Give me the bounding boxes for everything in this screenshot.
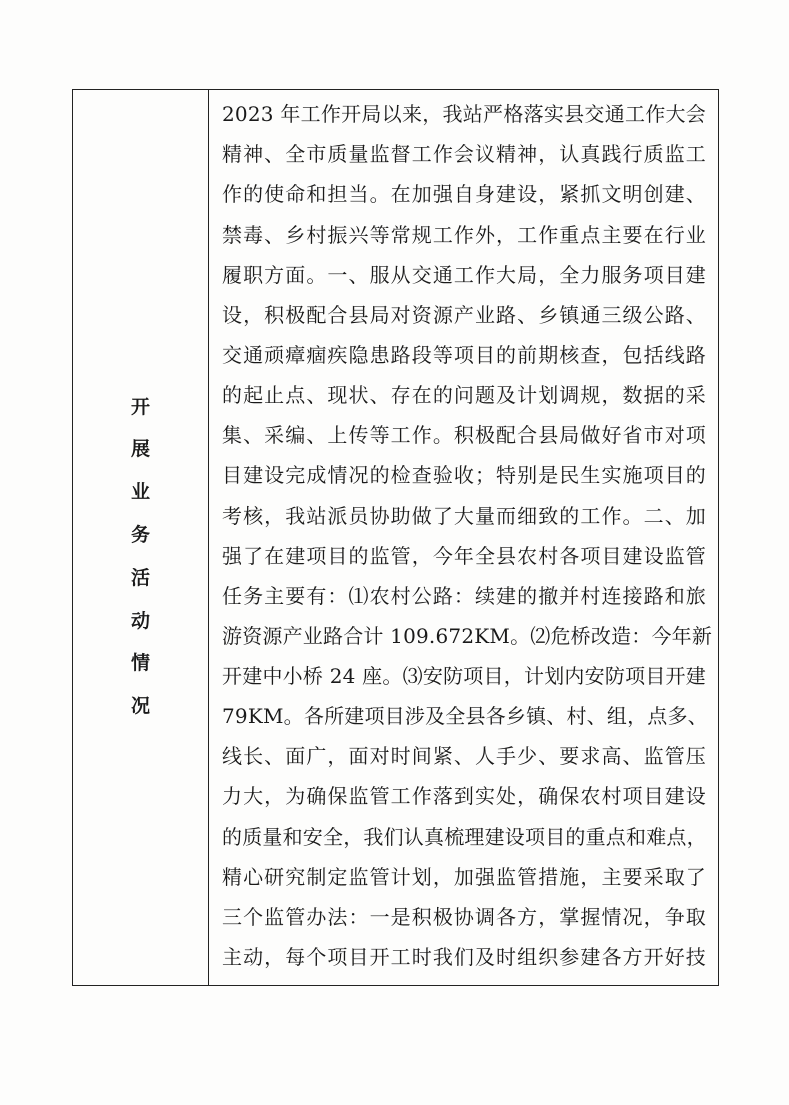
section-label-char: 务	[130, 524, 150, 546]
section-label-char: 动	[130, 610, 150, 632]
content-line: 集、采编、上传等工作。积极配合县局做好省市对项	[222, 423, 706, 447]
content-line: 的起止点、现状、存在的问题及计划调规，数据的采	[222, 383, 706, 407]
section-label-char: 活	[130, 567, 150, 589]
column-divider	[208, 90, 209, 985]
content-cell	[210, 90, 718, 985]
content-line: 2023 年工作开局以来，我站严格落实县交通工作大会	[222, 102, 706, 126]
content-line: 设，积极配合县局对资源产业路、乡镇通三级公路、	[222, 303, 706, 327]
section-label-char: 展	[130, 438, 150, 460]
section-label-cell	[73, 90, 208, 985]
content-line: 79KM。各所建项目涉及全县各乡镇、村、组，点多、	[222, 704, 708, 728]
content-line: 交通顽瘴痼疾隐患路段等项目的前期核查，包括线路	[222, 343, 706, 367]
content-line: 作的使命和担当。在加强自身建设，紧抓文明创建、	[222, 182, 706, 206]
content-line: 考核，我站派员协助做了大量而细致的工作。二、加	[222, 504, 706, 528]
content-line: 三个监管办法：一是积极协调各方，掌握情况，争取	[222, 905, 706, 929]
content-line: 的质量和安全，我们认真梳理建设项目的重点和难点，	[222, 825, 707, 849]
content-line: 禁毒、乡村振兴等常规工作外，工作重点主要在行业	[222, 223, 706, 247]
content-line: 强了在建项目的监管，今年全县农村各项目建设监管	[222, 544, 706, 568]
content-line: 履职方面。一、服从交通工作大局，全力服务项目建	[222, 263, 706, 287]
content-line: 开建中小桥 24 座。⑶安防项目，计划内安防项目开建	[222, 664, 706, 688]
section-label-char: 情	[130, 652, 150, 674]
section-label-char: 开	[130, 396, 150, 418]
section-label-char: 况	[130, 695, 150, 717]
content-line: 目建设完成情况的检查验收；特别是民生实施项目的	[222, 463, 706, 487]
section-label-char: 业	[130, 481, 150, 503]
content-line: 力大，为确保监管工作落到实处，确保农村项目建设	[222, 784, 706, 808]
content-line: 主动，每个项目开工时我们及时组织参建各方开好技	[222, 945, 706, 969]
content-line: 线长、面广，面对时间紧、人手少、要求高、监管压	[222, 744, 706, 768]
content-line: 精神、全市质量监督工作会议精神，认真践行质监工	[222, 142, 706, 166]
content-line: 任务主要有：⑴农村公路：续建的撤并村连接路和旅	[222, 584, 706, 608]
report-table	[72, 89, 719, 986]
content-line: 精心研究制定监管计划，加强监管措施，主要采取了	[222, 865, 706, 889]
content-line: 游资源产业路合计 109.672KM。⑵危桥改造：今年新	[222, 624, 713, 648]
